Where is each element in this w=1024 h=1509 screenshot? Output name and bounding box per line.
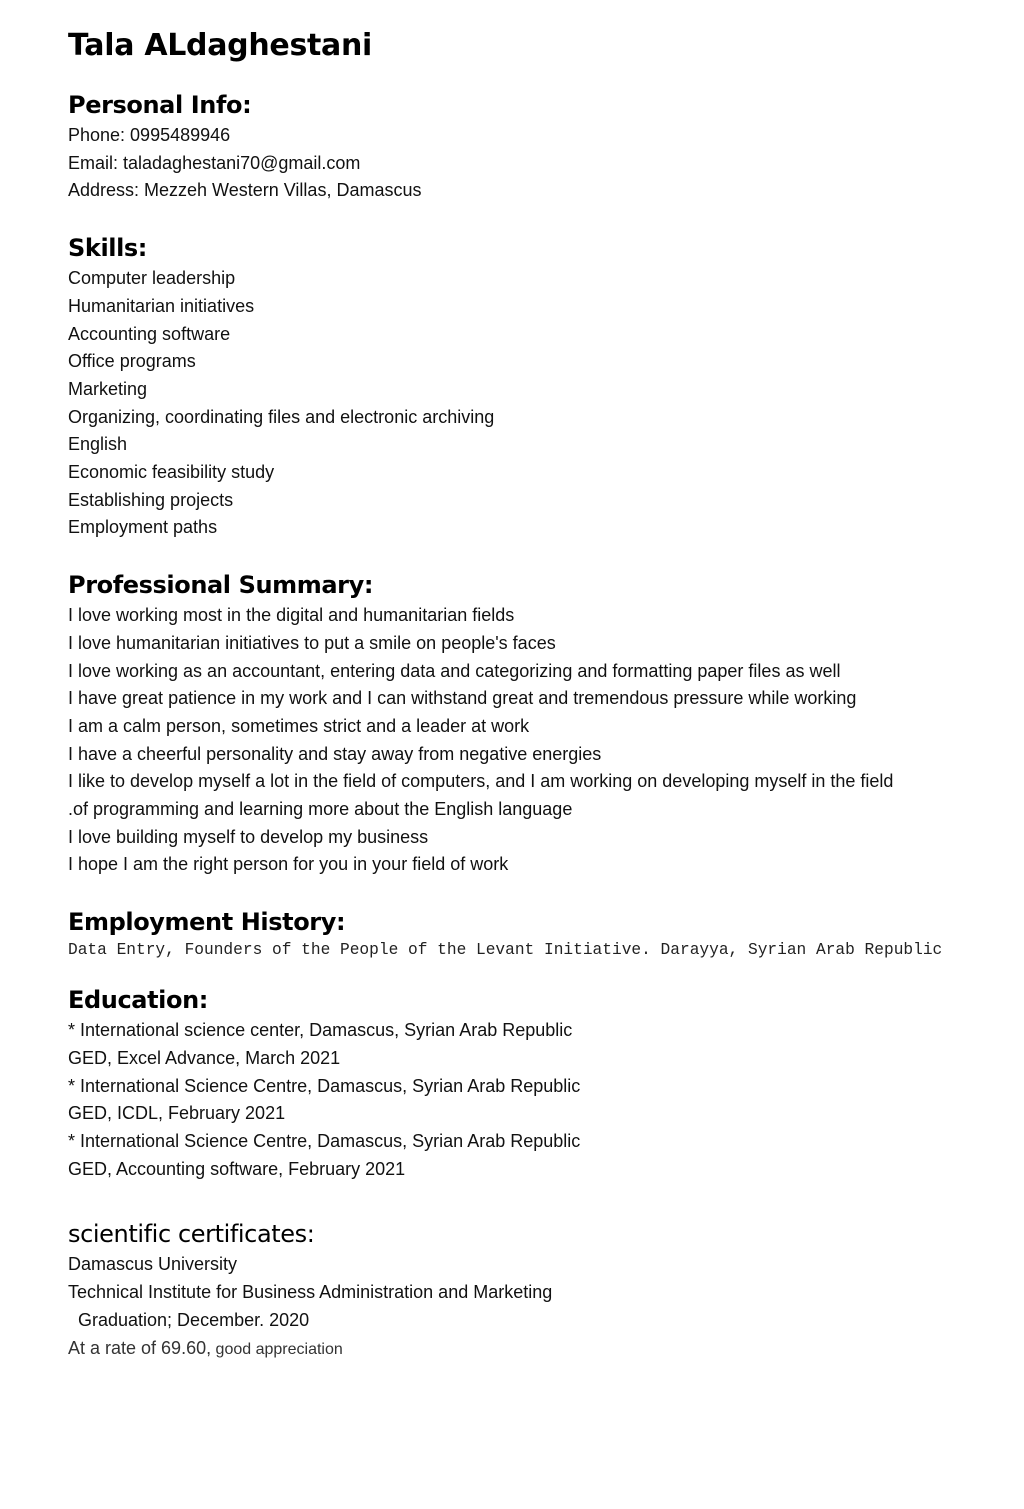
skill-item: Marketing: [68, 378, 148, 399]
summary-line: I love working most in the digital and humanitarian fields: [68, 605, 515, 626]
education-line: * International science center, Damascus, Syrian Arab Republic: [68, 1020, 573, 1041]
employment-heading: Employment History:: [68, 908, 346, 937]
certificate-university: Damascus University: [68, 1254, 238, 1275]
summary-line: .of programming and learning more about the English language: [68, 799, 573, 820]
rate-value: At a rate of 69.60,: [68, 1337, 212, 1358]
employment-section: [68, 907, 988, 961]
certificates-heading: scientific certificates:: [68, 1220, 315, 1249]
education-lines: [68, 1017, 988, 1183]
skills-section: [68, 233, 988, 542]
education-line: * International Science Centre, Damascus, Syrian Arab Republic: [68, 1130, 581, 1151]
personal-info-block: [68, 122, 988, 205]
education-line: GED, ICDL, February 2021: [68, 1103, 286, 1124]
personal-info-section: [68, 90, 988, 205]
certificates-lines: [68, 1251, 988, 1363]
certificates-section: [68, 1219, 988, 1363]
summary-line: I hope I am the right person for you in your field of work: [68, 854, 509, 875]
summary-line: I love building myself to develop my business: [68, 826, 429, 847]
summary-line: I like to develop myself a lot in the field of computers, and I am working on developing myself in the field: [68, 771, 894, 792]
resume-page: [68, 26, 988, 1363]
email-line: Email: taladaghestani70@gmail.com: [68, 152, 361, 173]
skill-item: Organizing, coordinating files and electronic archiving: [68, 406, 495, 427]
skill-item: Employment paths: [68, 517, 218, 538]
certificate-graduation: Graduation; December. 2020: [78, 1309, 310, 1330]
certificate-rate: [68, 1335, 988, 1364]
summary-line: I love working as an accountant, entering data and categorizing and formatting paper files as well: [68, 660, 841, 681]
candidate-name: Tala ALdaghestani: [68, 28, 373, 63]
rate-appreciation: good appreciation: [211, 1340, 343, 1358]
education-line: GED, Accounting software, February 2021: [68, 1158, 406, 1179]
education-line: * International Science Centre, Damascus, Syrian Arab Republic: [68, 1075, 581, 1096]
skill-item: Economic feasibility study: [68, 462, 275, 483]
skill-item: Office programs: [68, 351, 196, 372]
summary-line: I love humanitarian initiatives to put a smile on people's faces: [68, 632, 556, 653]
summary-section: [68, 570, 988, 879]
summary-line: I have a cheerful personality and stay away from negative energies: [68, 743, 602, 764]
certificate-institute: Technical Institute for Business Administration and Marketing: [68, 1282, 553, 1303]
phone-line: Phone: 0995489946: [68, 125, 231, 145]
address-line: Address: Mezzeh Western Villas, Damascus: [68, 180, 422, 201]
employment-entry: Data Entry, Founders of the People of the Levant Initiative. Darayya, Syrian Arab Republic: [68, 941, 943, 960]
education-section: [68, 985, 988, 1183]
skill-item: Computer leadership: [68, 268, 236, 289]
summary-line: I have great patience in my work and I can withstand great and tremendous pressure while working: [68, 688, 857, 709]
education-heading: Education:: [68, 986, 208, 1015]
skill-item: English: [68, 434, 128, 455]
summary-heading: Professional Summary:: [68, 571, 374, 600]
skill-item: Humanitarian initiatives: [68, 295, 255, 316]
skills-heading: Skills:: [68, 234, 148, 263]
summary-lines: [68, 602, 988, 879]
skills-list: [68, 265, 988, 542]
skill-item: Accounting software: [68, 323, 231, 344]
summary-line: I am a calm person, sometimes strict and a leader at work: [68, 715, 530, 736]
education-line: GED, Excel Advance, March 2021: [68, 1047, 341, 1068]
personal-info-heading: Personal Info:: [68, 91, 252, 119]
skill-item: Establishing projects: [68, 489, 234, 510]
employment-block: [68, 939, 988, 961]
